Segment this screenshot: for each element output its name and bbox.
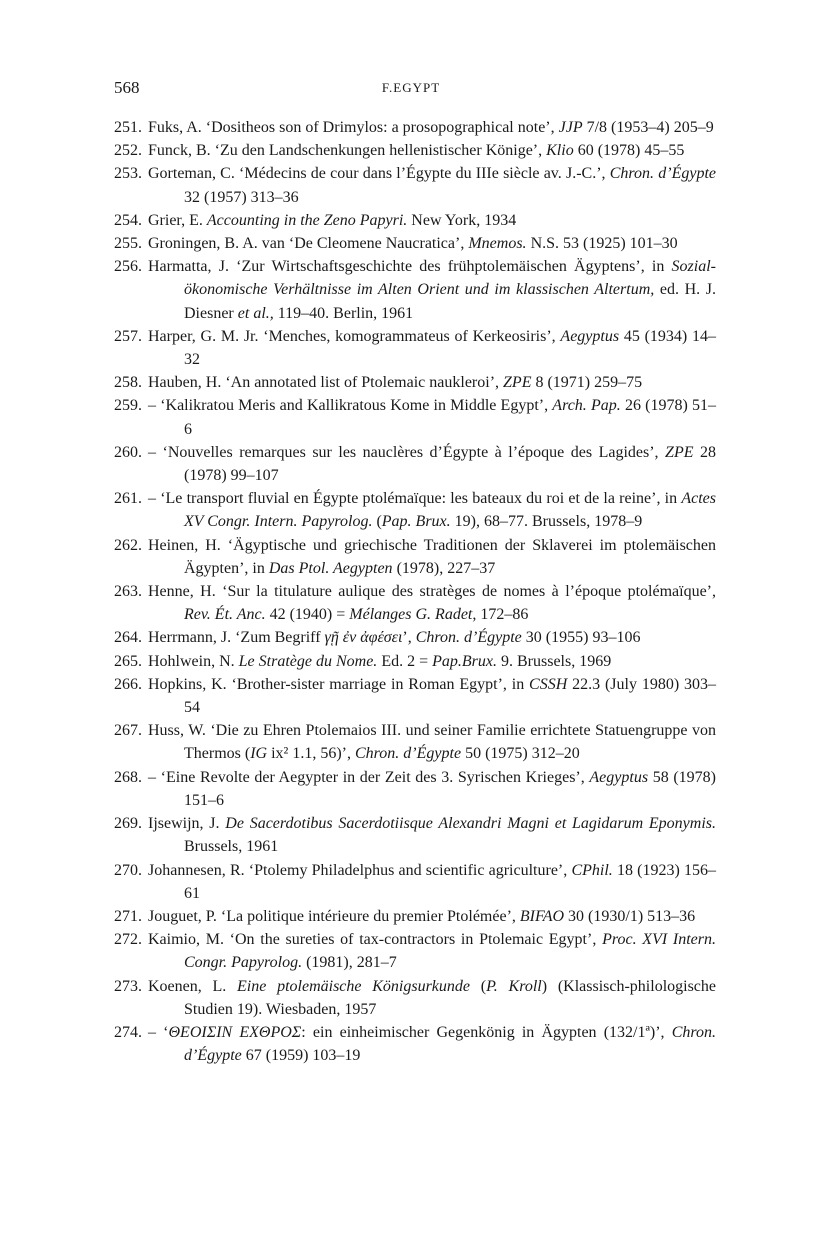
citation-text: Jouguet, P. ‘La politique intérieure du premier Ptolémée’, xyxy=(148,907,520,925)
entry-number: 260. xyxy=(114,443,142,461)
citation-title: Chron. d’Égypte xyxy=(609,165,716,183)
citation-text: : ein einheimischer Gegenkönig in Ägypten (132/1ª)’, xyxy=(301,1023,672,1041)
citation-text: – ‘Kalikratou Meris and Kallikratous Kome in Middle Egypt’, xyxy=(148,397,553,415)
citation-text: 119–40. Berlin, 1961 xyxy=(273,304,414,322)
entry-number: 266. xyxy=(114,675,142,693)
entry-citation xyxy=(148,676,716,716)
bibliography-entry xyxy=(114,394,716,440)
bibliography-entry xyxy=(114,487,716,533)
entry-number: 264. xyxy=(114,629,142,647)
citation-title: ZPE xyxy=(503,374,532,392)
bibliography-entry xyxy=(114,650,716,673)
bibliography-entry xyxy=(114,232,716,255)
entry-citation xyxy=(148,397,716,437)
citation-text: 22.3 (July 1980) 303–54 xyxy=(184,675,716,717)
citation-title: Accounting in the Zeno Papyri. xyxy=(206,211,408,229)
citation-text: Groningen, B. A. van ‘De Cleomene Naucratica’, xyxy=(148,235,469,253)
entry-number: 269. xyxy=(114,815,142,833)
citation-text: 60 (1978) 45–55 xyxy=(573,142,685,160)
bibliography-entry xyxy=(114,255,716,325)
citation-text: 18 (1923) 156–61 xyxy=(184,861,716,902)
citation-title: IG xyxy=(250,745,268,763)
entry-number: 259. xyxy=(114,397,142,415)
citation-text: Henne, H. ‘Sur la titulature aulique des stratèges de nomes à l’époque ptolémaïque’, xyxy=(148,583,716,601)
bibliography-entry xyxy=(114,1021,716,1067)
citation-title: Chron. d’Égypte xyxy=(415,629,522,647)
citation-text: 172–86 xyxy=(476,606,529,624)
citation-text: 42 (1940) = xyxy=(265,606,350,624)
citation-text: Grier, E. xyxy=(148,211,207,229)
citation-text: 45 (1934) 14–32 xyxy=(184,327,717,369)
entry-citation xyxy=(148,374,642,391)
entry-number: 262. xyxy=(114,536,142,554)
citation-text: Kaimio, M. ‘On the sureties of tax-contractors in Ptolemaic Egypt’, xyxy=(148,931,603,949)
bibliography-entry xyxy=(114,116,716,139)
entry-number: 267. xyxy=(114,722,142,740)
citation-text: – ‘ xyxy=(148,1023,169,1041)
entry-number: 271. xyxy=(114,907,142,925)
entry-citation xyxy=(148,212,516,229)
bibliography-entry xyxy=(114,162,716,208)
entry-number: 272. xyxy=(114,931,142,949)
entry-citation xyxy=(148,908,695,925)
entry-citation xyxy=(148,490,716,530)
citation-title: BIFAO xyxy=(519,907,565,925)
citation-text: 28 (1978) 99–107 xyxy=(184,443,716,485)
bibliography-entry xyxy=(114,371,716,394)
citation-title: Aegyptus xyxy=(589,768,649,786)
bibliography-list xyxy=(114,116,716,1067)
bibliography-entry xyxy=(114,928,716,974)
bibliography-entry xyxy=(114,534,716,580)
citation-text: Harper, G. M. Jr. ‘Menches, komogrammateus of Kerkeosiris’, xyxy=(148,327,561,345)
citation-text: Fuks, A. ‘Dositheos son of Drimylos: a prosopographical note’, xyxy=(148,119,559,136)
citation-title: Arch. Pap. xyxy=(552,397,621,415)
bibliography-entry xyxy=(114,580,716,626)
citation-title: Pap. Brux. xyxy=(381,513,451,531)
entry-number: 273. xyxy=(114,977,142,995)
citation-text: (1978), 227–37 xyxy=(392,559,496,577)
entry-number: 257. xyxy=(114,327,142,345)
citation-text: ed. H. J. Diesner xyxy=(184,281,716,322)
entry-citation xyxy=(148,862,716,902)
entry-number: 263. xyxy=(114,583,142,601)
entry-number: 251. xyxy=(114,119,142,136)
citation-title: CSSH xyxy=(529,675,568,693)
entry-number: 261. xyxy=(114,490,142,508)
citation-title: Eine ptolemäische Königsurkunde xyxy=(237,977,471,995)
citation-text: – ‘Le transport fluvial en Égypte ptolémaïque: les bateaux du roi et de la reine’, in xyxy=(148,490,682,508)
entry-citation xyxy=(148,119,714,136)
citation-text: ix² 1.1, 56)’, xyxy=(267,745,355,763)
citation-text: Ijsewijn, J. xyxy=(148,815,226,833)
citation-title: CPhil. xyxy=(571,861,613,879)
entry-number: 265. xyxy=(114,652,142,670)
citation-title: et al., xyxy=(237,304,274,322)
bibliography-entry xyxy=(114,626,716,649)
entry-number: 270. xyxy=(114,861,142,879)
bibliography-entry xyxy=(114,859,716,905)
citation-text: Heinen, H. ‘Ägyptische und griechische Traditionen der Sklaverei im ptolemäischen Ägypten’, in xyxy=(148,536,716,577)
entry-number: 253. xyxy=(114,165,142,183)
entry-citation xyxy=(148,722,716,762)
citation-title: γῇ ἐν ἀφέσει xyxy=(324,629,403,647)
entry-citation xyxy=(148,653,611,670)
citation-text: 30 (1930/1) 513–36 xyxy=(564,907,696,925)
bibliography-entry xyxy=(114,719,716,765)
citation-text: (1981), 281–7 xyxy=(302,954,397,972)
bibliography-entry xyxy=(114,139,716,162)
citation-title: Rev. Ét. Anc. xyxy=(184,606,266,624)
bibliography-entry xyxy=(114,766,716,812)
citation-title: Mnemos. xyxy=(468,235,527,253)
entry-citation xyxy=(148,629,640,646)
entry-citation xyxy=(148,931,716,971)
citation-title: Proc. XVI Intern. Congr. Papyrolog. xyxy=(184,931,717,972)
citation-text: Koenen, L. xyxy=(148,977,238,995)
citation-text: 58 (1978) 151–6 xyxy=(184,768,716,809)
citation-text: 19), 68–77. Brussels, 1978–9 xyxy=(450,513,643,531)
citation-title: De Sacerdotibus Sacerdotiisque Alexandri Magni et Lagidarum Eponymis. xyxy=(225,815,716,833)
entry-citation xyxy=(148,537,716,577)
page-number: 568 xyxy=(114,78,140,97)
citation-text: 30 (1955) 93–106 xyxy=(521,629,641,647)
bibliography-entry xyxy=(114,905,716,928)
citation-text: Funck, B. ‘Zu den Landschenkungen hellenistischer Könige’, xyxy=(148,142,547,160)
entry-citation xyxy=(148,328,716,368)
citation-title: ZPE xyxy=(665,443,694,461)
citation-text: Ed. 2 = xyxy=(377,652,433,670)
citation-text: 50 (1975) 312–20 xyxy=(461,745,580,763)
citation-title: Mélanges G. Radet, xyxy=(349,606,477,624)
citation-text: 26 (1978) 51–6 xyxy=(184,397,717,438)
citation-text: Hopkins, K. ‘Brother-sister marriage in Roman Egypt’, in xyxy=(148,675,530,693)
citation-text: Huss, W. ‘Die zu Ehren Ptolemaios III. und seiner Familie errichtete Statuengruppe von Thermos ( xyxy=(148,722,716,763)
citation-title: Pap.Brux. xyxy=(432,652,497,670)
bibliography-entry xyxy=(114,673,716,719)
citation-text: 8 (1971) 259–75 xyxy=(531,374,643,392)
citation-title: JJP xyxy=(558,119,583,136)
citation-text: Brussels, 1961 xyxy=(184,838,279,856)
citation-text: New York, 1934 xyxy=(407,211,517,229)
citation-text: ) (Klassisch-philologische Studien 19). Wiesbaden, 1957 xyxy=(184,977,717,1018)
citation-title: Chron. d’Égypte xyxy=(184,1023,717,1065)
bibliography-entry xyxy=(114,441,716,487)
entry-citation xyxy=(148,583,716,623)
entry-number: 256. xyxy=(114,258,142,276)
entry-number: 252. xyxy=(114,142,142,160)
bibliography-entry xyxy=(114,209,716,232)
citation-text: Gorteman, C. ‘Médecins de cour dans l’Égypte du IIIe siècle av. J.-C.’, xyxy=(148,165,610,183)
entry-number: 258. xyxy=(114,374,142,392)
entry-citation xyxy=(148,258,716,321)
entry-number: 268. xyxy=(114,768,142,786)
entry-citation xyxy=(148,978,716,1018)
citation-text: 32 (1957) 313–36 xyxy=(184,188,299,206)
citation-title: Sozial-ökonomische Verhältnisse im Alten Orient und im klassischen Altertum, xyxy=(184,258,716,299)
citation-title: Actes XV Congr. Intern. Papyrolog. xyxy=(184,490,716,531)
citation-title: Klio xyxy=(546,142,574,160)
bibliography-entry xyxy=(114,325,716,371)
citation-text: ( xyxy=(470,977,487,995)
citation-title: ΘΕΟΙΣΙΝ ΕΧΘΡΟΣ xyxy=(168,1023,302,1041)
citation-text: Hauben, H. ‘An annotated list of Ptolemaic naukleroi’, xyxy=(148,374,504,392)
citation-text: ( xyxy=(372,513,382,531)
citation-title: P. Kroll xyxy=(486,977,542,995)
citation-text: Johannesen, R. ‘Ptolemy Philadelphus and scientific agriculture’, xyxy=(148,861,572,879)
entry-citation xyxy=(148,142,684,159)
bibliography-entry xyxy=(114,975,716,1021)
citation-text: Harmatta, J. ‘Zur Wirtschaftsgeschichte des frühptolemäischen Ägyptens’, in xyxy=(148,258,672,276)
citation-title: Aegyptus xyxy=(560,327,620,345)
entry-citation xyxy=(148,1024,716,1064)
citation-title: Das Ptol. Aegypten xyxy=(268,559,393,577)
entry-citation xyxy=(148,235,678,252)
entry-number: 274. xyxy=(114,1023,142,1041)
bibliography-entry xyxy=(114,812,716,858)
entry-number: 255. xyxy=(114,235,142,253)
citation-text: 7/8 (1953–4) 205–9 xyxy=(582,119,714,136)
citation-text: – ‘Nouvelles remarques sur les nauclères d’Égypte à l’époque des Lagides’, xyxy=(148,443,666,461)
citation-title: Chron. d’Égypte xyxy=(355,745,462,763)
entry-citation xyxy=(148,769,716,809)
entry-citation xyxy=(148,444,716,484)
running-head: F.EGYPT xyxy=(381,80,441,95)
citation-text: 67 (1959) 103–19 xyxy=(241,1047,361,1065)
citation-text: ’, xyxy=(402,629,416,647)
entry-citation xyxy=(148,815,716,855)
citation-title: Le Stratège du Nome. xyxy=(238,652,378,670)
citation-text: Herrmann, J. ‘Zum Begriff xyxy=(148,629,325,647)
citation-text: – ‘Eine Revolte der Aegypter in der Zeit des 3. Syrischen Krieges’, xyxy=(148,768,590,786)
citation-text: 9. Brussels, 1969 xyxy=(496,652,612,670)
citation-text: N.S. 53 (1925) 101–30 xyxy=(526,235,678,253)
entry-number: 254. xyxy=(114,211,142,229)
entry-citation xyxy=(148,165,716,205)
citation-text: Hohlwein, N. xyxy=(148,652,239,670)
